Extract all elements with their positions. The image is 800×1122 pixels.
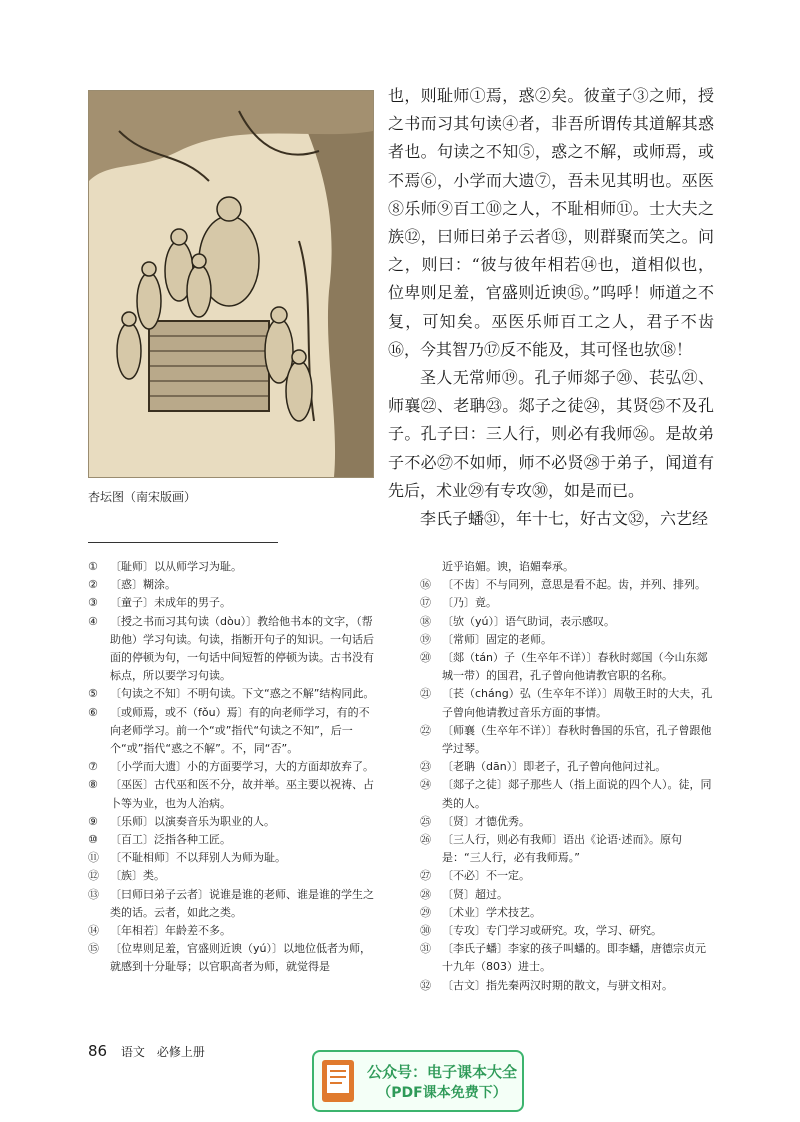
footnote: ⑮ 〔位卑则足羞，官盛则近谀（yú）〕以地位低者为师，就感到十分耻辱；以官职高者为师，就觉得是 (88, 942, 371, 974)
footnote: ㉔ 〔郯子之徒〕郯子那些人（指上面说的四个人）。徒，同类的人。 (420, 778, 712, 810)
stamp-line-2: （PDF课本免费下） (377, 1084, 507, 1101)
footnote: ⑲ 〔常师〕固定的老师。 (420, 632, 552, 646)
footnote: ㉘ 〔贤〕超过。 (420, 887, 508, 901)
footnote: ⑩ 〔百工〕泛指各种工匠。 (88, 833, 231, 847)
footnote: ④ 〔授之书而习其句读（dòu）〕教给他书本的文字，（帮助他）学习句读。句读，指断开句子的知识。一句话后面的停顿为句，一句话中间短暂的停顿为读。古书没有标点，所以要学习句读。 (88, 614, 374, 683)
footnote: ㉖ 〔三人行，则必有我师〕语出《论语·述而》。原句是：“三人行，必有我师焉。” (420, 833, 682, 865)
watermark-stamp (312, 1050, 524, 1112)
footnote-continuation: 近乎谄媚。谀，谄媚奉承。 (442, 560, 574, 573)
footnote: ㉒ 〔师襄（生卒年不详）〕春秋时鲁国的乐官，孔子曾跟他学过琴。 (420, 723, 712, 756)
footnote: ⑨ 〔乐师〕以演奏音乐为职业的人。 (88, 814, 275, 828)
footnote: ⑦ 〔小学而大遗〕小的方面要学习，大的方面却放弃了。 (88, 760, 374, 774)
book-logo-icon (320, 1058, 356, 1104)
page-number: 86 (88, 1042, 108, 1060)
footnote: ⑬ 〔曰师曰弟子云者〕说谁是谁的老师、谁是谁的学生之类的话。云者，如此之类。 (88, 887, 374, 919)
footnotes-left (88, 558, 378, 977)
paragraph: 也，则耻师①焉，惑②矣。彼童子③之师，授之书而习其句读④者，非吾所谓传其道解其惑者也。句读之不知⑤，惑之不解，或师焉，或不焉⑥，小学而大遗⑦，吾未见其明也。巫医⑧乐师⑨百工⑩之人，不耻相师⑪。士大夫之族⑫，曰师曰弟子云者⑬，则群聚而笑之。问之，则曰：“彼与彼年相若⑭也，道相似也，位卑则足羞，官盛则近谀⑮。”呜呼！师道之不复，可知矣。巫医乐师百工之人，君子不齿⑯，今其智乃⑰反不能及，其可怪也欤⑱！ (388, 86, 714, 359)
footnote: ① 〔耻师〕以从师学习为耻。 (88, 560, 242, 573)
footnote: ⑱ 〔欤（yú）〕语气助词，表示感叹。 (420, 614, 615, 628)
footnote: ㉑ 〔苌（cháng）弘（生卒年不详）〕周敬王时的大夫，孔子曾向他请教过音乐方面的事情。 (420, 687, 713, 719)
footnote: ㉛ 〔李氏子蟠〕李家的孩子叫蟠的。即李蟠，唐德宗贞元十九年（803）进士。 (420, 942, 706, 974)
footnote: ⑳ 〔郯（tán）子（生卒年不详）〕春秋时郯国（今山东郯城一带）的国君，孔子曾向他请教官职的名称。 (420, 651, 708, 683)
footnote: ㉗ 〔不必〕不一定。 (420, 869, 530, 883)
footnote: ② 〔惑〕糊涂。 (88, 578, 176, 592)
footnote: ⑭ 〔年相若〕年龄差不多。 (88, 924, 231, 938)
footnote: ⑤ 〔句读之不知〕不明句读。下文“惑之不解”结构同此。 (88, 687, 375, 701)
illustration-caption: 杏坛图（南宋版画） (88, 490, 197, 504)
footnote: ⑫ 〔族〕类。 (88, 869, 165, 883)
footnote: ㉓ 〔老聃（dān）〕即老子，孔子曾向他问过礼。 (420, 760, 667, 774)
footnote: ⑪ 〔不耻相师〕不以拜别人为师为耻。 (88, 851, 286, 865)
illustration-xingtan (88, 90, 374, 478)
stamp-line-1: 公众号：电子课本大全 (366, 1062, 517, 1081)
woodcut-picture (89, 91, 373, 477)
book-title: 语文 必修上册 (120, 1045, 205, 1059)
footnote-divider (88, 542, 278, 543)
footnote: ③ 〔童子〕未成年的男子。 (88, 596, 231, 610)
footnotes-right (420, 558, 716, 995)
paragraph: 圣人无常师⑲。孔子师郯子⑳、苌弘㉑、师襄㉒、老聃㉓。郯子之徒㉔，其贤㉕不及孔子。孔子曰：三人行，则必有我师㉖。是故弟子不必㉗不如师，师不必贤㉘于弟子，闻道有先后，术业㉙有专攻㉚，如是而已。 (388, 368, 714, 500)
footnote: ㉙ 〔术业〕学术技艺。 (420, 905, 541, 919)
footnote: ㉕ 〔贤〕才德优秀。 (420, 814, 530, 828)
footnote: ⑰ 〔乃〕竟。 (420, 596, 497, 610)
footnote: ⑯ 〔不齿〕不与同列，意思是看不起。齿，并列、排列。 (420, 578, 706, 592)
page-footer (88, 1042, 205, 1060)
footnote: ⑧ 〔巫医〕古代巫和医不分，故并举。巫主要以祝祷、占卜等为业，也为人治病。 (88, 778, 374, 810)
footnote: ㉚ 〔专攻〕专门学习或研究。攻，学习、研究。 (420, 924, 662, 938)
paragraph: 李氏子蟠㉛，年十七，好古文㉜，六艺经 (420, 509, 709, 529)
main-text (388, 82, 714, 533)
footnote: ㉜ 〔古文〕指先秦两汉时期的散文，与骈文相对。 (420, 978, 673, 992)
footnote: ⑥ 〔或师焉，或不（fǒu）焉〕有的向老师学习，有的不向老师学习。前一个“或”指代“句读之不知”，后一个“或”指代“惑之不解”。不，同“否”。 (88, 705, 370, 756)
